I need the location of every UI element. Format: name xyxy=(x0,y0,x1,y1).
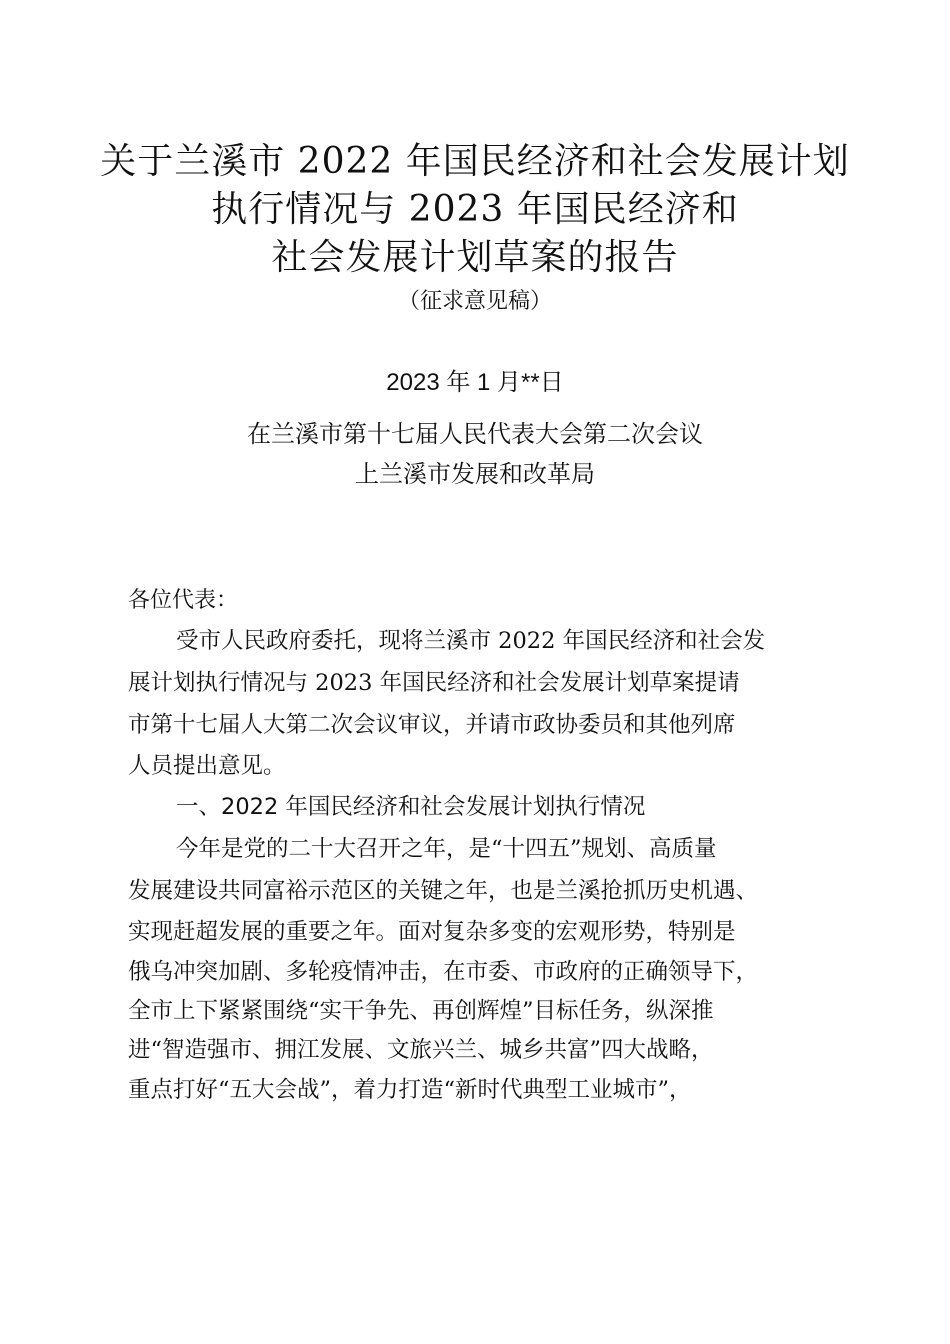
intro-line-2: 展计划执行情况与 2023 年国民经济和社会发展计划草案提请 xyxy=(128,670,740,696)
section-line-5: 全市上下紧紧围绕“实干争先、再创辉煌”目标任务，纵深推 xyxy=(128,998,714,1024)
report-title-line-2: 执行情况与 2023 年国民经济和 xyxy=(211,189,739,230)
section-line-3: 实现赶超发展的重要之年。面对复杂多变的宏观形势，特别是 xyxy=(128,919,736,945)
meeting-name: 在兰溪市第十七届人民代表大会第二次会议 xyxy=(247,420,703,448)
section-heading: 一、2022 年国民经济和社会发展计划执行情况 xyxy=(176,794,646,820)
intro-line-1: 受市人民政府委托，现将兰溪市 2022 年国民经济和社会发 xyxy=(176,628,766,654)
draft-subtitle: （征求意见稿） xyxy=(397,289,552,314)
section-line-6: 进“智造强市、拥江发展、文旅兴兰、城乡共富”四大战略， xyxy=(128,1037,714,1063)
reporting-organization: 上兰溪市发展和改革局 xyxy=(355,460,595,488)
intro-line-3: 市第十七届人大第二次会议审议，并请市政协委员和其他列席 xyxy=(128,712,736,738)
section-line-7: 重点打好“五大会战”，着力打造“新时代典型工业城市”， xyxy=(128,1077,692,1103)
report-date: 2023 年 1 月**日 xyxy=(386,369,564,396)
section-line-1: 今年是党的二十大召开之年，是“十四五”规划、高质量 xyxy=(176,836,717,862)
report-title-line-1: 关于兰溪市 2022 年国民经济和社会发展计划 xyxy=(100,141,850,182)
section-line-2: 发展建设共同富裕示范区的关键之年，也是兰溪抢抓历史机遇、 xyxy=(128,878,759,904)
section-line-4: 俄乌冲突加剧、多轮疫情冲击，在市委、市政府的正确领导下， xyxy=(128,959,759,985)
salutation: 各位代表： xyxy=(128,588,239,613)
intro-line-4: 人员提出意见。 xyxy=(128,753,286,779)
report-title-line-3: 社会发展计划草案的报告 xyxy=(271,237,679,278)
